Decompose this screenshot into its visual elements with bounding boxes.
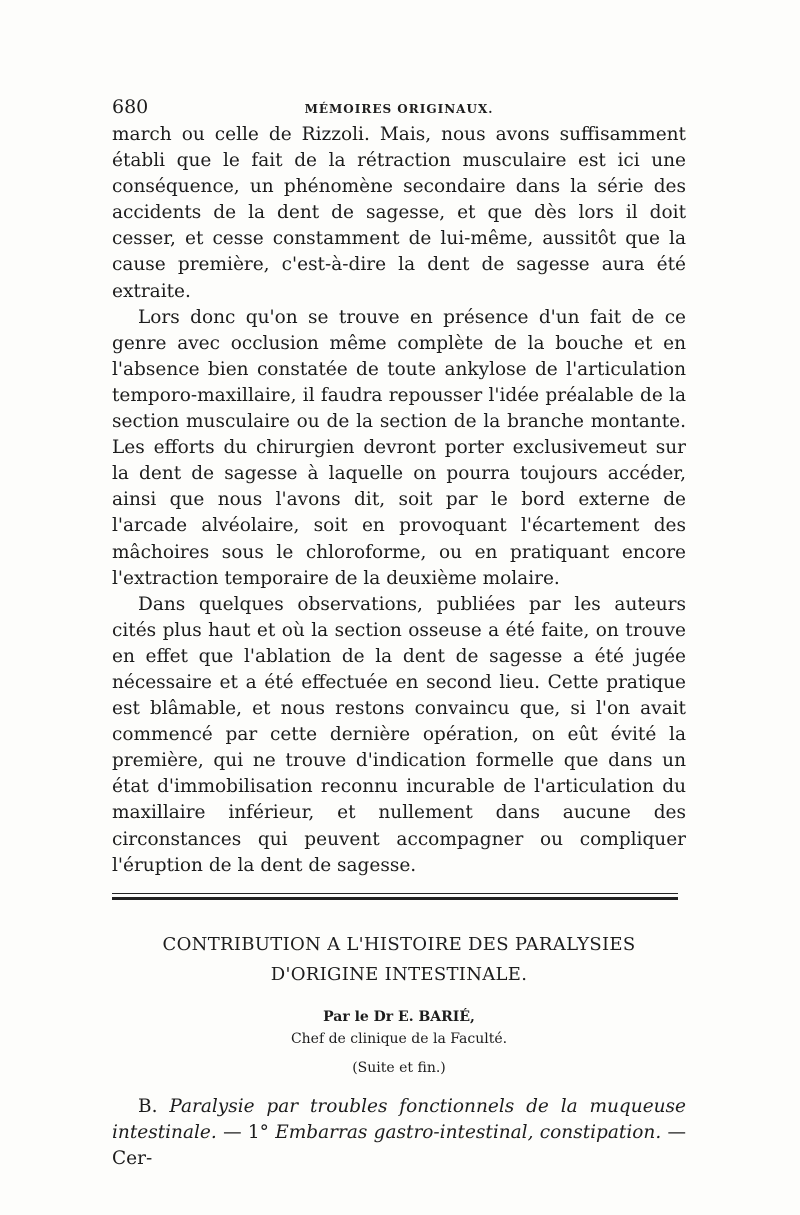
subsection-paragraph [112, 1094, 686, 1172]
page-header [112, 96, 686, 122]
subsection-heading: Paralysie par troubles fonctionnels de la muqueuse intestinale. [112, 1095, 686, 1143]
article-title [112, 930, 686, 990]
author-name: Par le Dr E. BARIÉ, [323, 1008, 475, 1025]
article-title-line: D'ORIGINE INTESTINALE. [270, 963, 528, 985]
page [112, 96, 686, 1172]
running-title: MÉMOIRES ORIGINAUX. [304, 102, 494, 116]
subsection-number: 1° [247, 1121, 269, 1143]
page-number: 680 [112, 96, 149, 118]
author-block [112, 1006, 686, 1050]
subsection-subheading: Embarras gastro-intestinal, constipation. [275, 1121, 662, 1143]
subsection [112, 1094, 686, 1172]
author-affiliation: Chef de clinique de la Faculté. [290, 1030, 508, 1047]
dash: — [667, 1121, 687, 1143]
paragraph: Lors donc qu'on se trouve en présence d'un fait de ce genre avec occlusion même complète de la bouche et en l'absence bien constatée de toute ankylose de l'articulation temporo-maxillaire, il faudra repousser l'idée préalable de la section musculaire ou de la section de la branche montante. Les efforts du chirurgien devront porter exclusivemeut sur la dent de sagesse à laquelle on pourra toujours accéder, ainsi que nous l'avons dit, soit par le bord externe de l'arcade alvéolaire, soit en provoquant l'écartement des mâchoires sous le chloroforme, ou en pratiquant encore l'extraction temporaire de la deuxième molaire. [112, 306, 686, 589]
body-text [112, 122, 686, 879]
continuation-note: (Suite et fin.) [352, 1059, 446, 1076]
paragraph: Dans quelques observations, publiées par les auteurs cités plus haut et où la section osseuse a été faite, on trouve en effet que l'ablation de la dent de sagesse a été jugée nécessaire et a été effectuée en second lieu. Cette pratique est blâmable, et nous restons convaincu que, si l'on avait commencé par cette dernière opération, on eût évité la première, qui ne trouve d'indication formelle que dans un état d'immobilisation reconnu incurable de l'articulation du maxillaire inférieur, et nullement dans aucune des circonstances qui peuvent accompagner ou compliquer l'éruption de la dent de sagesse. [112, 593, 686, 876]
dash: — [223, 1121, 242, 1143]
section-divider [112, 893, 678, 900]
subsection-start-text: Cer- [112, 1147, 153, 1169]
article-title-line: CONTRIBUTION A L'HISTOIRE DES PARALYSIES [162, 933, 636, 955]
subsection-letter: B. [138, 1095, 158, 1117]
paragraph-continuation: march ou celle de Rizzoli. Mais, nous avons suffisamment établi que le fait de la rétraction musculaire est ici une conséquence, un phénomène secondaire dans la série des accidents de la dent de sagesse, et que dès lors il doit cesser, et cesse constamment de lui-même, aussitôt que la cause première, c'est-à-dire la dent de sagesse aura été extraite. [112, 124, 686, 302]
